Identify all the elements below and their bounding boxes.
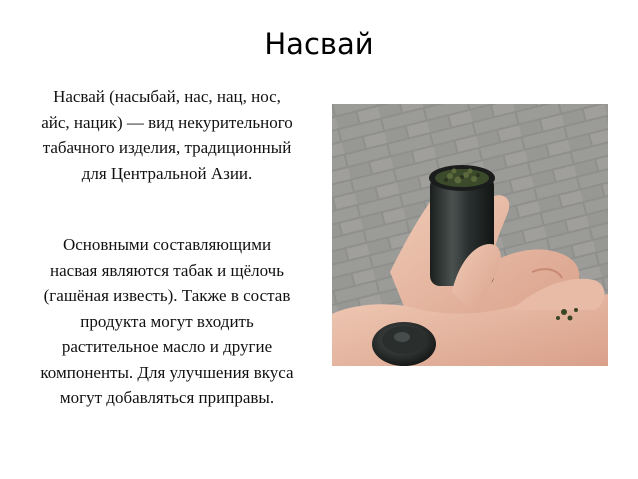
slide-title: Насвай [264,27,374,61]
intro-line: табачного изделия, традиционный [42,138,292,157]
intro-line: Насвай (насыбай, нас, нац, нос, [53,87,281,106]
composition-line: Основными составляющими [62,235,272,254]
naswar-photo-illustration [332,104,608,366]
intro-paragraph [6,84,328,186]
composition-line: растительное масло и другие [61,337,273,356]
composition-line: (гашёная известь). Также в состав [43,286,291,305]
canister-lid [372,322,436,366]
intro-line: для Центральной Азии. [81,163,253,183]
composition-line: насвая являются табак и щёлочь [50,260,284,280]
composition-line: компоненты. Для улучшения вкуса [40,362,294,382]
composition-line: могут добавляться приправы. [59,388,275,407]
intro-line: айс, нацик) — вид некурительного [41,112,293,132]
composition-paragraph [6,232,328,411]
naswar-photo [332,104,608,366]
composition-line: продукта могут входить [80,311,254,331]
